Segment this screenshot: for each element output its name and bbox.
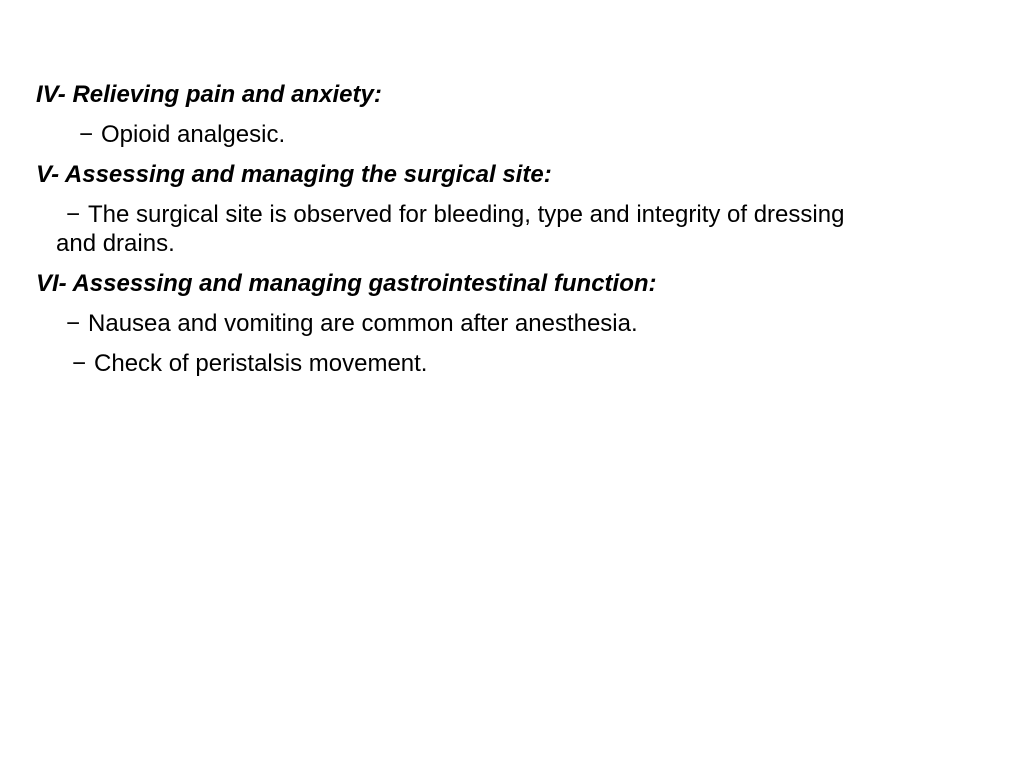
bullet-item-nausea <box>66 309 638 338</box>
dash-bullet: − <box>66 201 81 228</box>
bullet-item-opioid <box>79 120 285 149</box>
bullet-text-continuation: and drains. <box>56 230 175 257</box>
section-heading-surgical-site: V- Assessing and managing the surgical site: <box>36 161 552 188</box>
section-heading-gastrointestinal: VI- Assessing and managing gastrointestinal function: <box>36 270 657 297</box>
bullet-item-surgical-site-observation <box>56 200 844 258</box>
dash-bullet: − <box>79 121 94 148</box>
bullet-text: The surgical site is observed for bleeding, type and integrity of dressing <box>88 201 845 228</box>
dash-bullet: − <box>66 310 81 337</box>
section-heading-pain-anxiety: IV- Relieving pain and anxiety: <box>36 81 382 108</box>
dash-bullet: − <box>72 350 87 377</box>
bullet-text: Check of peristalsis movement. <box>94 350 428 377</box>
bullet-text: Nausea and vomiting are common after anesthesia. <box>88 310 638 337</box>
bullet-item-peristalsis <box>72 349 427 378</box>
bullet-text: Opioid analgesic. <box>101 121 286 148</box>
